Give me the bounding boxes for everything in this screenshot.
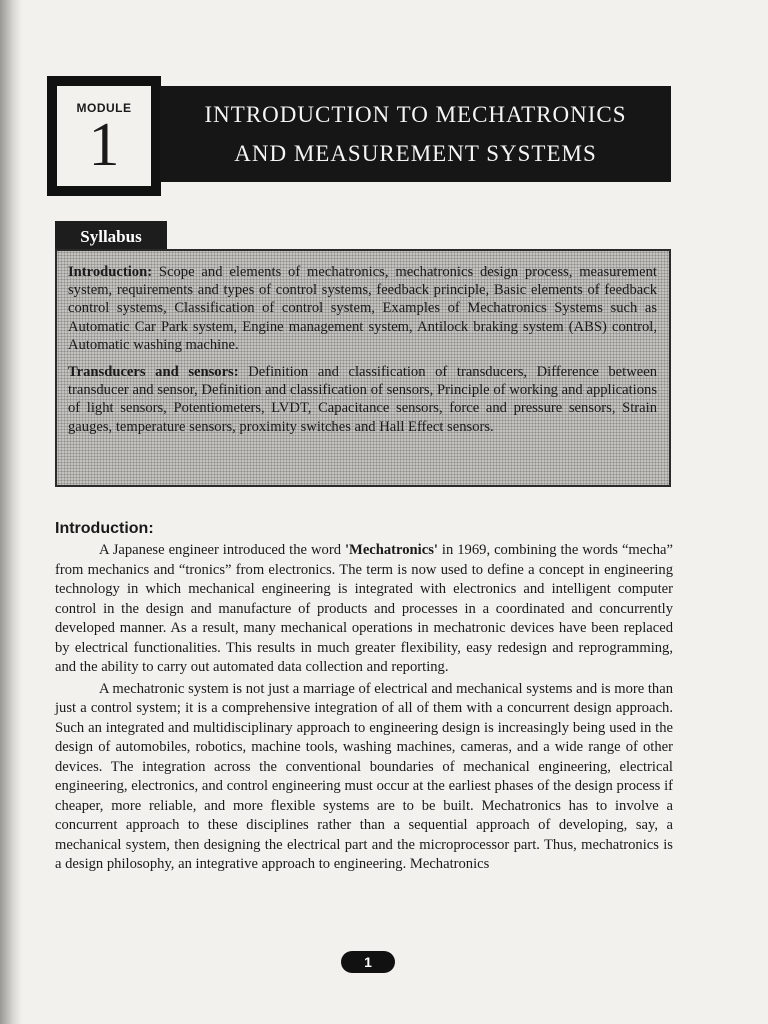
syllabus-tab: Syllabus <box>55 221 167 253</box>
paragraph-1-rest: in 1969, combining the words “mecha” from mechanics and “tronics” from electronics. The term is now used to define a concept in engineering technology in which mechanical engineering is integrated with electronics and intelligent computer control in the design and manufacture of products and processes in a coordinated and concurrently developed manner. As a result, many mechanical operations in mechatronic devices have been replaced by electrical functionalities. This results in much greater flexibility, easy redesign and reprogramming, and the ability to carry out automated data collection and reporting. <box>55 542 673 675</box>
syllabus-introduction-paragraph <box>68 263 657 354</box>
syllabus-transducers-text: Definition and classification of transducers, Difference between transducer and sensor, Definition and classification of sensors, Principle of working and applications of light sensors, Potentiometers, LVDT, Capacitance sensors, force and pressure sensors, Strain gauges, temperature sensors, proximity switches and Hall Effect sensors. <box>68 364 657 435</box>
page-binding-shadow <box>0 0 22 1024</box>
introduction-paragraph-1 <box>55 541 673 678</box>
introduction-heading: Introduction: <box>55 520 154 537</box>
mechatronics-term: 'Mechatronics' <box>344 542 438 558</box>
module-label: MODULE <box>76 101 132 115</box>
introduction-paragraph-2: A mechatronic system is not just a marriage of electrical and mechanical systems and is more than just a control system; it is a comprehensive integration of all of them with a concurrent design approach. Such an integrated and multidisciplinary approach to engineering design is increasingly being used in the design of automobiles, robotics, machine tools, washing machines, cameras, and a wide range of other devices. The integration across the conventional boundaries of mechanical engineering, electrical engineering, electronics, and control engineering must occur at the earliest phases of the design process if cheaper, more reliable, and more flexible systems are to be built. Mechatronics has to involve a concurrent approach to these disciplines rather than a sequential approach of developing, say, a mechanical system, then designing the electrical part and the microprocessor part. Thus, mechatronics is a design philosophy, an integrative approach to engineering. Mechatronics <box>55 680 673 872</box>
introduction-body <box>55 541 673 877</box>
module-number: 1 <box>88 111 120 179</box>
syllabus-box <box>55 249 671 487</box>
module-badge-inner <box>55 84 153 188</box>
chapter-title-line-2: AND MEASUREMENT SYSTEMS <box>234 141 597 166</box>
chapter-title-banner <box>160 86 671 182</box>
module-badge <box>47 76 161 196</box>
syllabus-introduction-text: Scope and elements of mechatronics, mechatronics design process, measurement system, requirements and types of control systems, feedback principle, Basic elements of feedback control systems, Classification of control system, Examples of Mechatronics Systems such as Automatic Car Park system, Engine management system, Antilock braking system (ABS) control, Automatic washing machine. <box>68 264 657 353</box>
page-number: 1 <box>341 951 395 973</box>
syllabus-transducers-heading: Transducers and sensors: <box>68 364 239 381</box>
paragraph-1-start: A Japanese engineer introduced the word <box>99 542 345 558</box>
syllabus-introduction-heading: Introduction: <box>68 264 153 280</box>
syllabus-transducers-paragraph <box>68 363 657 436</box>
chapter-title-line-1: INTRODUCTION TO MECHATRONICS <box>204 102 627 127</box>
